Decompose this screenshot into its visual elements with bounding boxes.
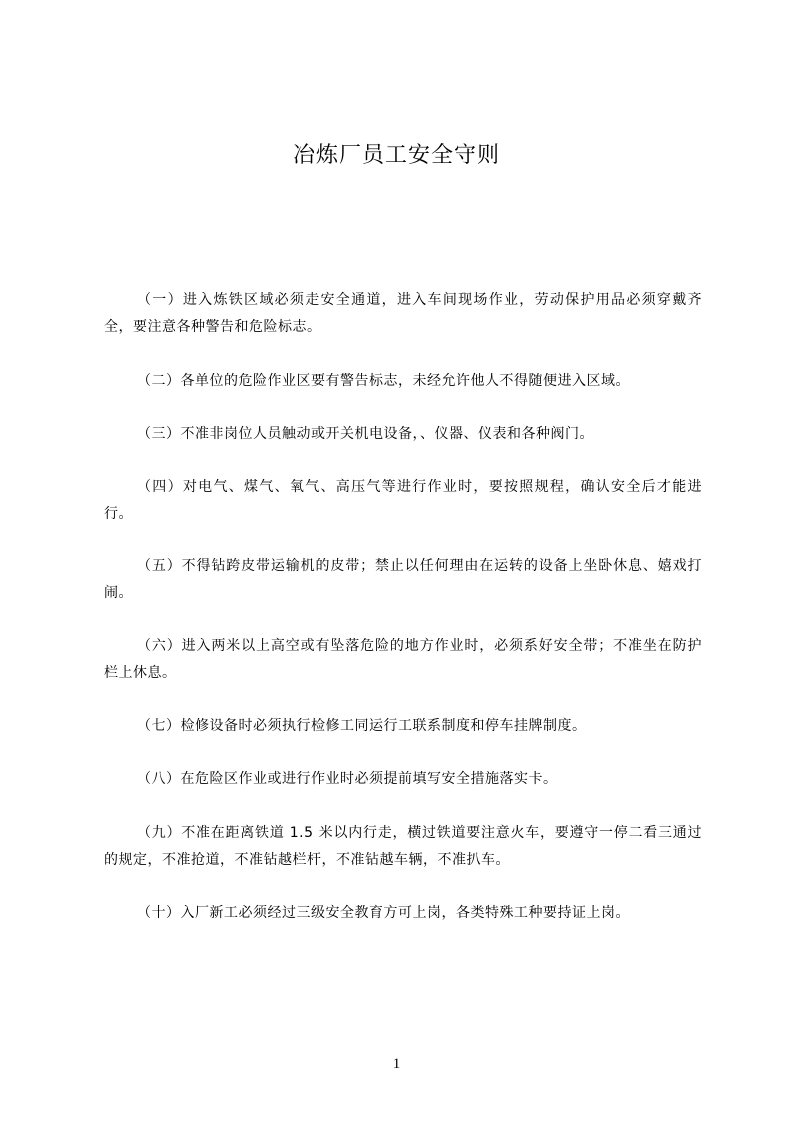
rule-5: （五）不得钻跨皮带运输机的皮带；禁止以任何理由在运转的设备上坐卧休息、嬉戏打闹。: [104, 558, 702, 601]
page-number: 1: [392, 1056, 401, 1072]
rule-7: （七）检修设备时必须执行检修工同运行工联系制度和停车挂牌制度。: [137, 718, 587, 734]
rule-8: （八）在危险区作业或进行作业时必须提前填写安全措施落实卡。: [137, 771, 558, 787]
rule-10: （十）入厂新工必须经过三级安全教育方可上岗，各类特殊工种要持证上岗。: [137, 905, 630, 921]
rule-3: （三）不准非岗位人员触动或开关机电设备，、仪器、仪表和各种阀门。: [137, 426, 594, 442]
rule-9: （九）不准在距离铁道 1.5 米以内行走，横过铁道要注意火车，要遵守一停二看三通过的规定，不准抢道，不准钻越栏杆，不准钻越车辆，不准扒车。: [104, 825, 702, 868]
rule-4: （四）对电气、煤气、氧气、高压气等进行作业时，要按照规程，确认安全后才能进行。: [104, 479, 702, 522]
rule-2: （二）各单位的危险作业区要有警告标志，未经允许他人不得随便进入区域。: [137, 373, 630, 389]
document-title: 冶炼厂员工安全守则: [292, 143, 500, 168]
rule-6: （六）进入两米以上高空或有坠落危险的地方作业时，必须系好安全带；不准坐在防护栏上休息。: [104, 638, 702, 681]
rule-1: （一）进入炼铁区域必须走安全通道，进入车间现场作业，劳动保护用品必须穿戴齐全，要注意各种警告和危险标志。: [104, 292, 702, 335]
